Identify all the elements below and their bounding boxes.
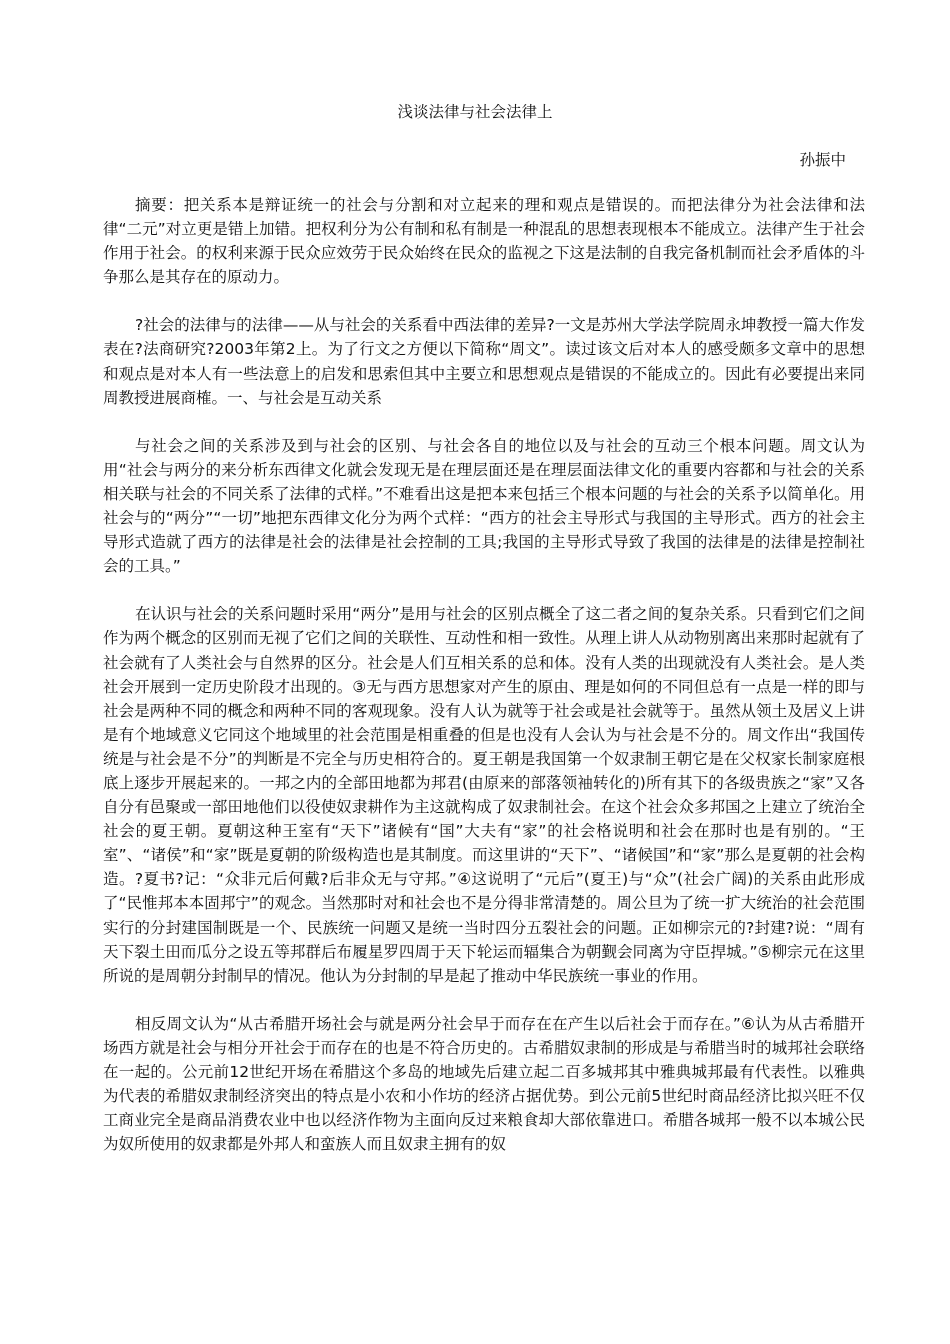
body-paragraph: 在认识与社会的关系问题时采用“两分”是用与社会的区别点概全了这二者之间的复杂关系。只看到它们之间作为两个概念的区别而无视了它们之间的关联性、互动性和相一致性。从理上讲人从动物别离出来那时起就有了社会就有了人类社会与自然界的区分。社会是人们互相关系的总和体。没有人类的出现就没有人类社会。是人类社会开展到一定历史阶段才出现的。③无与西方思想家对产生的原由、理是如何的不同但总有一点是一样的即与社会是两种不同的概念和两种不同的客观现象。没有人认为就等于社会或是社会就等于。虽然从领土及居义上讲是有个地域意义它同这个地域里的社会范围是相重叠的但是也没有人会认为与社会是不分的。周文作出“我国传统是与社会是不分”的判断是不完全与历史相符合的。夏王朝是我国第一个奴隶制王朝它是在父权家长制家庭根底上逐步开展起来的。一邦之内的全部田地都为邦君(由原来的部落领袖转化的)所有其下的各级贵族之“家”又各自分有邑聚或一部田地他们以役使奴隶耕作为主这就构成了奴隶制社会。在这个社会众多邦国之上建立了统治全社会的夏王朝。夏朝这种王室有“天下”诸候有“国”大夫有“家”的社会格说明和社会在那时也是有别的。“王室”、“诸侯”和“家”既是夏朝的阶级构造也是其制度。而这里讲的“天下”、“诸候国”和“家”那么是夏朝的社会构造。?夏书?记：“众非元后何戴?后非众无与守邦。”④这说明了“元后”(夏王)与“众”(社会广阔)的关系由此形成了“民惟邦本本固邦宁”的观念。当然那时对和社会也不是分得非常清楚的。周公旦为了统一扩大统治的社会范围实行的分封建国制既是一个、民族统一问题又是统一当时四分五裂社会的问题。正如柳宗元的?封建?说：“周有天下裂土田而瓜分之设五等邦群后布履星罗四周于天下轮运而辐集合为朝觐会同离为守臣捍城。”⑤柳宗元在这里所说的是周朝分封制早的情况。他认为分封制的早是起了推动中华民族统一事业的作用。 (103, 605, 865, 985)
intro-paragraph: ?社会的法律与的法律——从与社会的关系看中西法律的差异?一文是苏州大学法学院周永坤教授一篇大作发表在?法商研究?2003年第2上。为了行文之方便以下简称“周文”。读过该文后对本人的感受颇多文章中的思想和观点是对本人有一些法意上的启发和思索但其中主要立和思想观点是错误的不能成立的。因此有必要提出来同周教授进展商榷。一、与社会是互动关系 (103, 316, 865, 407)
document-author: 孙振中 (799, 151, 846, 169)
body-paragraph: 相反周文认为“从古希腊开场社会与就是两分社会早于而存在在产生以后社会于而存在。”⑥认为从古希腊开场西方就是社会与相分开社会于而存在的也是不符合历史的。古希腊奴隶制的形成是与希腊当时的城邦社会联络在一起的。公元前12世纪开场在希腊这个多岛的地域先后建立起二百多城邦其中雅典城邦最有代表性。以雅典为代表的希腊奴隶制经济突出的特点是小农和小作坊的经济占据优势。到公元前5世纪时商品经济比拟兴旺不仅工商业完全是商品消费农业中也以经济作物为主面向反过来粮食却大部依靠进口。希腊各城邦一般不以本城公民为奴所使用的奴隶都是外邦人和蛮族人而且奴隶主拥有的奴 (103, 1014, 865, 1154)
document-title: 浅谈法律与社会法律上 (397, 103, 553, 121)
document-body (103, 193, 865, 1180)
body-paragraph: 与社会之间的关系涉及到与社会的区别、与社会各自的地位以及与社会的互动三个根本问题。周文认为用“社会与两分的来分析东西律文化就会发现无是在理层面还是在理层面法律文化的重要内容都和与社会的关系相关联与社会的不同关系了法律的式样。”不难看出这是把本来包括三个根本问题的与社会的关系予以简单化。用社会与的“两分”“一切”地把东西律文化分为两个式样：“西方的社会主导形式与我国的主导形式。西方的社会主导形式造就了西方的法律是社会的法律是社会控制的工具;我国的主导形式导致了我国的法律是的法律是控制社会的工具。” (103, 436, 865, 576)
abstract-paragraph: 摘要：把关系本是辩证统一的社会与分割和对立起来的理和观点是错误的。而把法律分为社会法律和法律“二元”对立更是错上加错。把权利分为公有制和私有制是一种混乱的思想表现根本不能成立。法律产生于社会作用于社会。的权利来源于民众应效劳于民众始终在民众的监视之下这是法制的自我完备机制而社会矛盾体的斗争那么是其存在的原动力。 (103, 196, 865, 287)
